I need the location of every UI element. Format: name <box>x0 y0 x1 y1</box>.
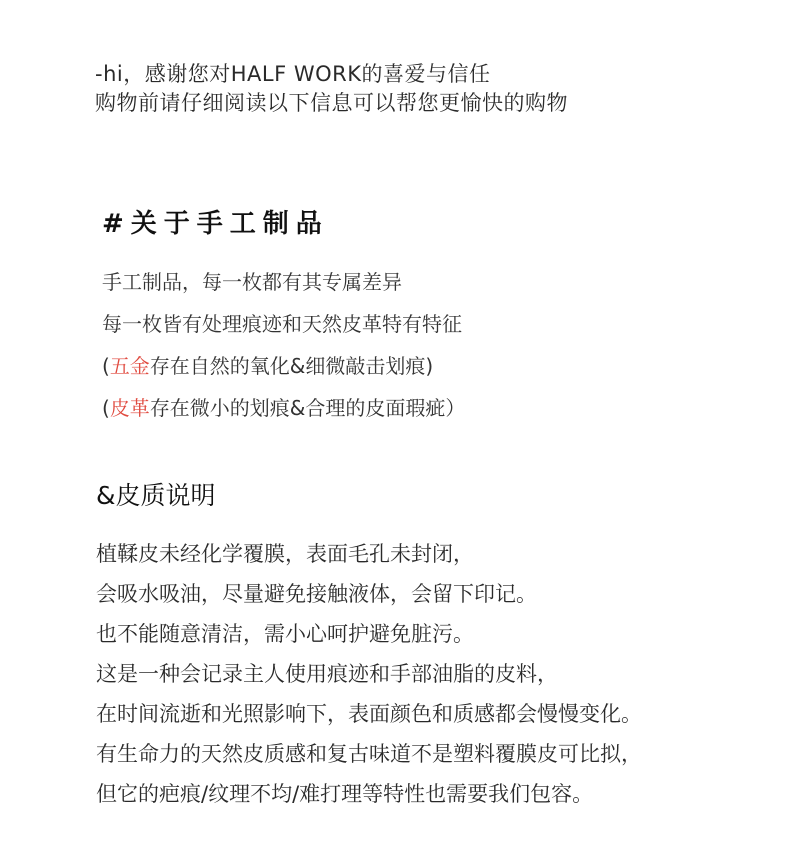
leather-line: 植鞣皮未经化学覆膜，表面毛孔未封闭， <box>96 542 474 566</box>
leather-line: 这是一种会记录主人使用痕迹和手部油脂的皮料， <box>96 662 558 686</box>
intro-block <box>95 60 568 118</box>
leather-line: 但它的疤痕/纹理不均/难打理等特性也需要我们包容。 <box>96 782 594 806</box>
leather-flaw-note <box>102 387 465 429</box>
intro-greeting: -hi，感谢您对HALF WORK的喜爱与信任 <box>95 62 491 86</box>
handmade-line: 每一枚皆有处理痕迹和天然皮革特有特征 <box>102 312 462 336</box>
handmade-section-title: #关于手工制品 <box>102 209 329 239</box>
hardware-keyword: 五金 <box>109 354 150 378</box>
hardware-note-open: ( <box>102 354 110 378</box>
leather-line: 也不能随意清洁，需小心呵护避免脏污。 <box>96 622 474 646</box>
handmade-line: 手工制品，每一枚都有其专属差异 <box>102 270 402 294</box>
leather-note-text: 存在微小的划痕&合理的皮面瑕疵） <box>149 396 466 420</box>
handmade-description <box>102 261 465 429</box>
leather-line: 在时间流逝和光照影响下，表面颜色和质感都会慢慢变化。 <box>96 702 642 726</box>
leather-keyword: 皮革 <box>109 396 150 420</box>
hardware-note <box>102 345 465 387</box>
intro-reading-note: 购物前请仔细阅读以下信息可以帮您更愉快的购物 <box>95 91 568 115</box>
leather-description <box>96 534 642 814</box>
leather-line: 有生命力的天然皮质感和复古味道不是塑料覆膜皮可比拟， <box>96 742 642 766</box>
leather-section-title: &皮质说明 <box>96 481 216 510</box>
leather-line: 会吸水吸油，尽量避免接触液体，会留下印记。 <box>96 582 537 606</box>
hardware-note-text: 存在自然的氧化&细微敲击划痕) <box>149 354 434 378</box>
leather-note-open: ( <box>102 396 110 420</box>
